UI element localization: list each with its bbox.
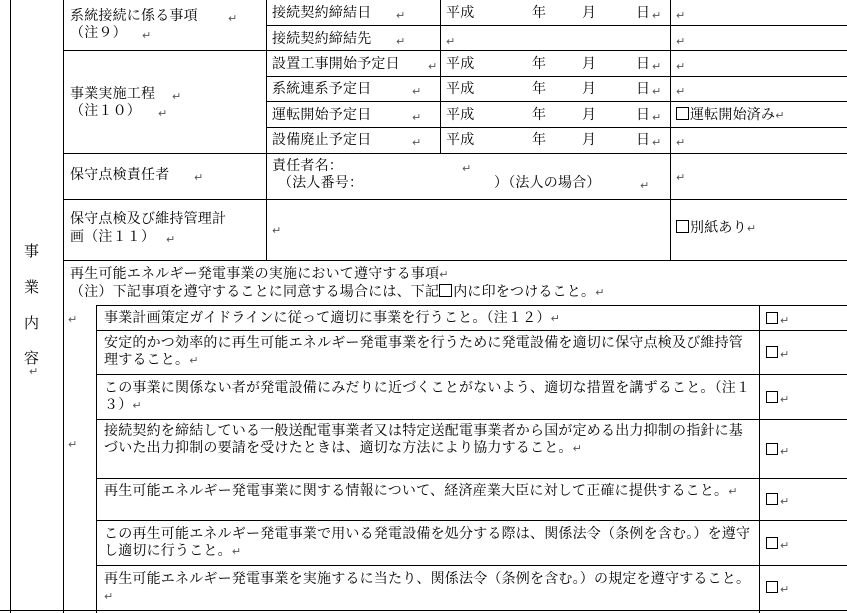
compliance-title: 再生可能エネルギー発電事業の実施において遵守する事項 <box>70 266 440 282</box>
rule <box>63 0 64 613</box>
compliance-item-text: 再生可能エネルギー発電事業を実施するに当たり、関係法令（条例を含む。）の規定を遵守すること。 <box>104 571 751 587</box>
paragraph-mark: ↵ <box>780 393 790 406</box>
paragraph-mark: ↵ <box>412 136 422 149</box>
compliance-instruction-tail: 内に印をつけること。 <box>453 284 596 300</box>
paragraph-mark: ↵ <box>676 85 686 98</box>
rule <box>266 76 847 77</box>
compliance-instruction <box>70 284 605 301</box>
side-label-char: 内 <box>24 314 40 332</box>
compliance-item <box>104 335 756 369</box>
paragraph-mark: ↵ <box>272 224 282 237</box>
paragraph-mark: ↵ <box>228 12 238 25</box>
separate-sheet-option[interactable] <box>676 220 756 237</box>
paragraph-mark: ↵ <box>780 583 790 596</box>
paragraph-mark: ↵ <box>412 85 422 98</box>
paragraph-mark: ↵ <box>462 162 472 175</box>
paragraph-mark: ↵ <box>652 60 662 73</box>
inspector-corp-number-label: （法人番号： <box>278 175 364 191</box>
rule <box>266 101 847 102</box>
paragraph-mark: ↵ <box>780 314 790 327</box>
paragraph-mark: ↵ <box>652 136 662 149</box>
rule <box>266 25 847 26</box>
grid-link-day: 日 <box>636 81 651 97</box>
compliance-header <box>70 266 449 283</box>
compliance-item-text: 接続契約を締結している一般送配電事業者又は特定送配電事業者から国が定める出力抑制の指針に基づいた出力抑制の要請を受けたときは、適切な方法により協力すること。 <box>104 423 743 456</box>
paragraph-mark: ↵ <box>189 354 199 367</box>
paragraph-mark: ↵ <box>780 495 790 508</box>
paragraph-mark: ↵ <box>166 233 176 246</box>
paragraph-mark: ↵ <box>775 109 785 122</box>
grid-link-label: 系統連系予定日 <box>272 81 372 97</box>
agree-checkbox[interactable] <box>766 443 778 455</box>
paragraph-mark: ↵ <box>132 399 142 412</box>
contract-party-label: 接続契約締結先 <box>272 31 372 47</box>
compliance-item <box>104 310 560 327</box>
paragraph-mark: ↵ <box>676 136 686 149</box>
paragraph-mark: ↵ <box>439 268 449 281</box>
construction-start-era: 平成 <box>446 56 475 72</box>
construction-start-day: 日 <box>636 56 651 72</box>
compliance-item-text: 再生可能エネルギー発電事業に関する情報について、経済産業大臣に対して正確に提供すること。 <box>104 483 729 499</box>
paragraph-mark: ↵ <box>746 222 757 235</box>
paragraph-mark: ↵ <box>412 111 422 124</box>
agree-checkbox[interactable] <box>766 493 778 505</box>
compliance-item-text: 安定的かつ効率的に再生可能エネルギー発電事業を行うために発電設備を適切に保守点検及び維持管理すること。 <box>104 335 743 368</box>
paragraph-mark: ↵ <box>780 445 790 458</box>
paragraph-mark: ↵ <box>446 35 456 48</box>
decommission-era: 平成 <box>446 132 475 148</box>
compliance-item-text: 事業計画策定ガイドラインに従って適切に事業を行うこと。（注１２） <box>104 310 551 326</box>
rule <box>96 305 847 306</box>
paragraph-mark: ↵ <box>652 9 662 22</box>
paragraph-mark: ↵ <box>68 313 78 326</box>
side-label-char: 業 <box>24 278 40 296</box>
contract-date-era: 平成 <box>446 5 475 21</box>
agree-checkbox[interactable] <box>766 346 778 358</box>
sample-checkbox-icon <box>439 284 452 297</box>
rule <box>63 199 847 200</box>
paragraph-mark: ↵ <box>428 60 438 73</box>
rule <box>670 0 671 260</box>
paragraph-mark: ↵ <box>652 111 662 124</box>
paragraph-mark: ↵ <box>104 590 114 603</box>
agree-checkbox[interactable] <box>766 312 778 324</box>
paragraph-mark: ↵ <box>550 312 560 325</box>
schedule-label: 事業実施工程 <box>70 86 156 102</box>
grid-connection-label: 系統接続に係る事項 <box>70 8 198 24</box>
paragraph-mark: ↵ <box>29 365 39 378</box>
rule <box>266 127 847 128</box>
compliance-instruction-text: （注）下記事項を遵守することに同意する場合には、下記 <box>70 284 440 300</box>
compliance-item <box>104 380 756 414</box>
contract-date-label: 接続契約締結日 <box>272 5 372 21</box>
agree-checkbox[interactable] <box>766 537 778 549</box>
paragraph-mark: ↵ <box>158 107 168 120</box>
operation-start-year: 年 <box>532 107 547 123</box>
paragraph-mark: ↵ <box>640 179 650 192</box>
grid-link-era: 平成 <box>446 81 475 97</box>
paragraph-mark: ↵ <box>572 442 583 455</box>
decommission-year: 年 <box>532 132 547 148</box>
rule <box>96 305 97 613</box>
paragraph-mark: ↵ <box>676 35 686 48</box>
agree-checkbox[interactable] <box>766 581 778 593</box>
rule <box>96 478 847 479</box>
contract-date-year: 年 <box>532 5 547 21</box>
paragraph-mark: ↵ <box>676 60 686 73</box>
operation-start-label: 運転開始予定日 <box>272 107 372 123</box>
paragraph-mark: ↵ <box>142 29 152 42</box>
operation-start-era: 平成 <box>446 107 475 123</box>
contract-date-month: 月 <box>582 5 597 21</box>
compliance-item <box>104 526 756 560</box>
contract-date-day: 日 <box>636 5 651 21</box>
grid-link-year: 年 <box>532 81 547 97</box>
construction-start-year: 年 <box>532 56 547 72</box>
compliance-item <box>104 423 756 457</box>
rule <box>10 0 11 613</box>
construction-start-label: 設置工事開始予定日 <box>272 56 400 72</box>
decommission-label: 設備廃止予定日 <box>272 132 372 148</box>
grid-connection-note: （注９） <box>70 25 127 41</box>
side-label-char: 事 <box>24 242 40 260</box>
operation-start-day: 日 <box>636 107 651 123</box>
rule <box>759 305 760 613</box>
operation-started-option[interactable] <box>676 107 785 124</box>
operation-started-checkbox[interactable] <box>676 107 689 120</box>
paragraph-mark: ↵ <box>68 438 78 451</box>
compliance-item <box>104 571 756 605</box>
paragraph-mark: ↵ <box>396 35 406 48</box>
rule <box>96 565 847 566</box>
maintenance-plan-note: 画（注１１） <box>70 229 156 245</box>
paragraph-mark: ↵ <box>676 9 686 22</box>
paragraph-mark: ↵ <box>396 9 406 22</box>
inspector-corp-note: ）（法人の場合） <box>494 175 601 191</box>
operation-start-month: 月 <box>582 107 597 123</box>
operation-started-label: 運転開始済み <box>690 107 776 123</box>
rule <box>96 330 847 331</box>
schedule-note: （注１０） <box>70 103 141 119</box>
separate-sheet-label: 別紙あり <box>690 220 747 236</box>
inspector-label: 保守点検責任者 <box>70 167 170 183</box>
paragraph-mark: ↵ <box>194 171 204 184</box>
separate-sheet-checkbox[interactable] <box>676 220 689 233</box>
paragraph-mark: ↵ <box>676 171 686 184</box>
rule <box>96 374 847 375</box>
inspector-name-label: 責任者名： <box>272 158 343 174</box>
paragraph-mark: ↵ <box>780 348 790 361</box>
grid-link-month: 月 <box>582 81 597 97</box>
rule <box>63 260 847 261</box>
rule <box>0 610 847 611</box>
rule <box>266 0 267 260</box>
maintenance-plan-label: 保守点検及び維持管理計 <box>70 211 227 227</box>
rule <box>63 153 847 154</box>
side-label-char: 容 <box>24 349 40 367</box>
agree-checkbox[interactable] <box>766 391 778 403</box>
compliance-item <box>104 483 756 500</box>
construction-start-month: 月 <box>582 56 597 72</box>
decommission-day: 日 <box>636 132 651 148</box>
paragraph-mark: ↵ <box>780 539 790 552</box>
rule <box>96 520 847 521</box>
paragraph-mark: ↵ <box>172 90 182 103</box>
compliance-item-text: この再生可能エネルギー発電事業で用いる発電設備を処分する際は、関係法令（条例を含む。）を遵守し適切に行うこと。 <box>104 526 751 559</box>
paragraph-mark: ↵ <box>595 286 605 299</box>
paragraph-mark: ↵ <box>652 85 662 98</box>
rule <box>96 419 847 420</box>
decommission-month: 月 <box>582 132 597 148</box>
compliance-item-text: この事業に関係ない者が発電設備にみだりに近づくことがないよう、適切な措置を講ずること。（注１３） <box>104 380 751 413</box>
rule <box>63 50 847 51</box>
paragraph-mark: ↵ <box>728 485 738 498</box>
paragraph-mark: ↵ <box>231 545 242 558</box>
